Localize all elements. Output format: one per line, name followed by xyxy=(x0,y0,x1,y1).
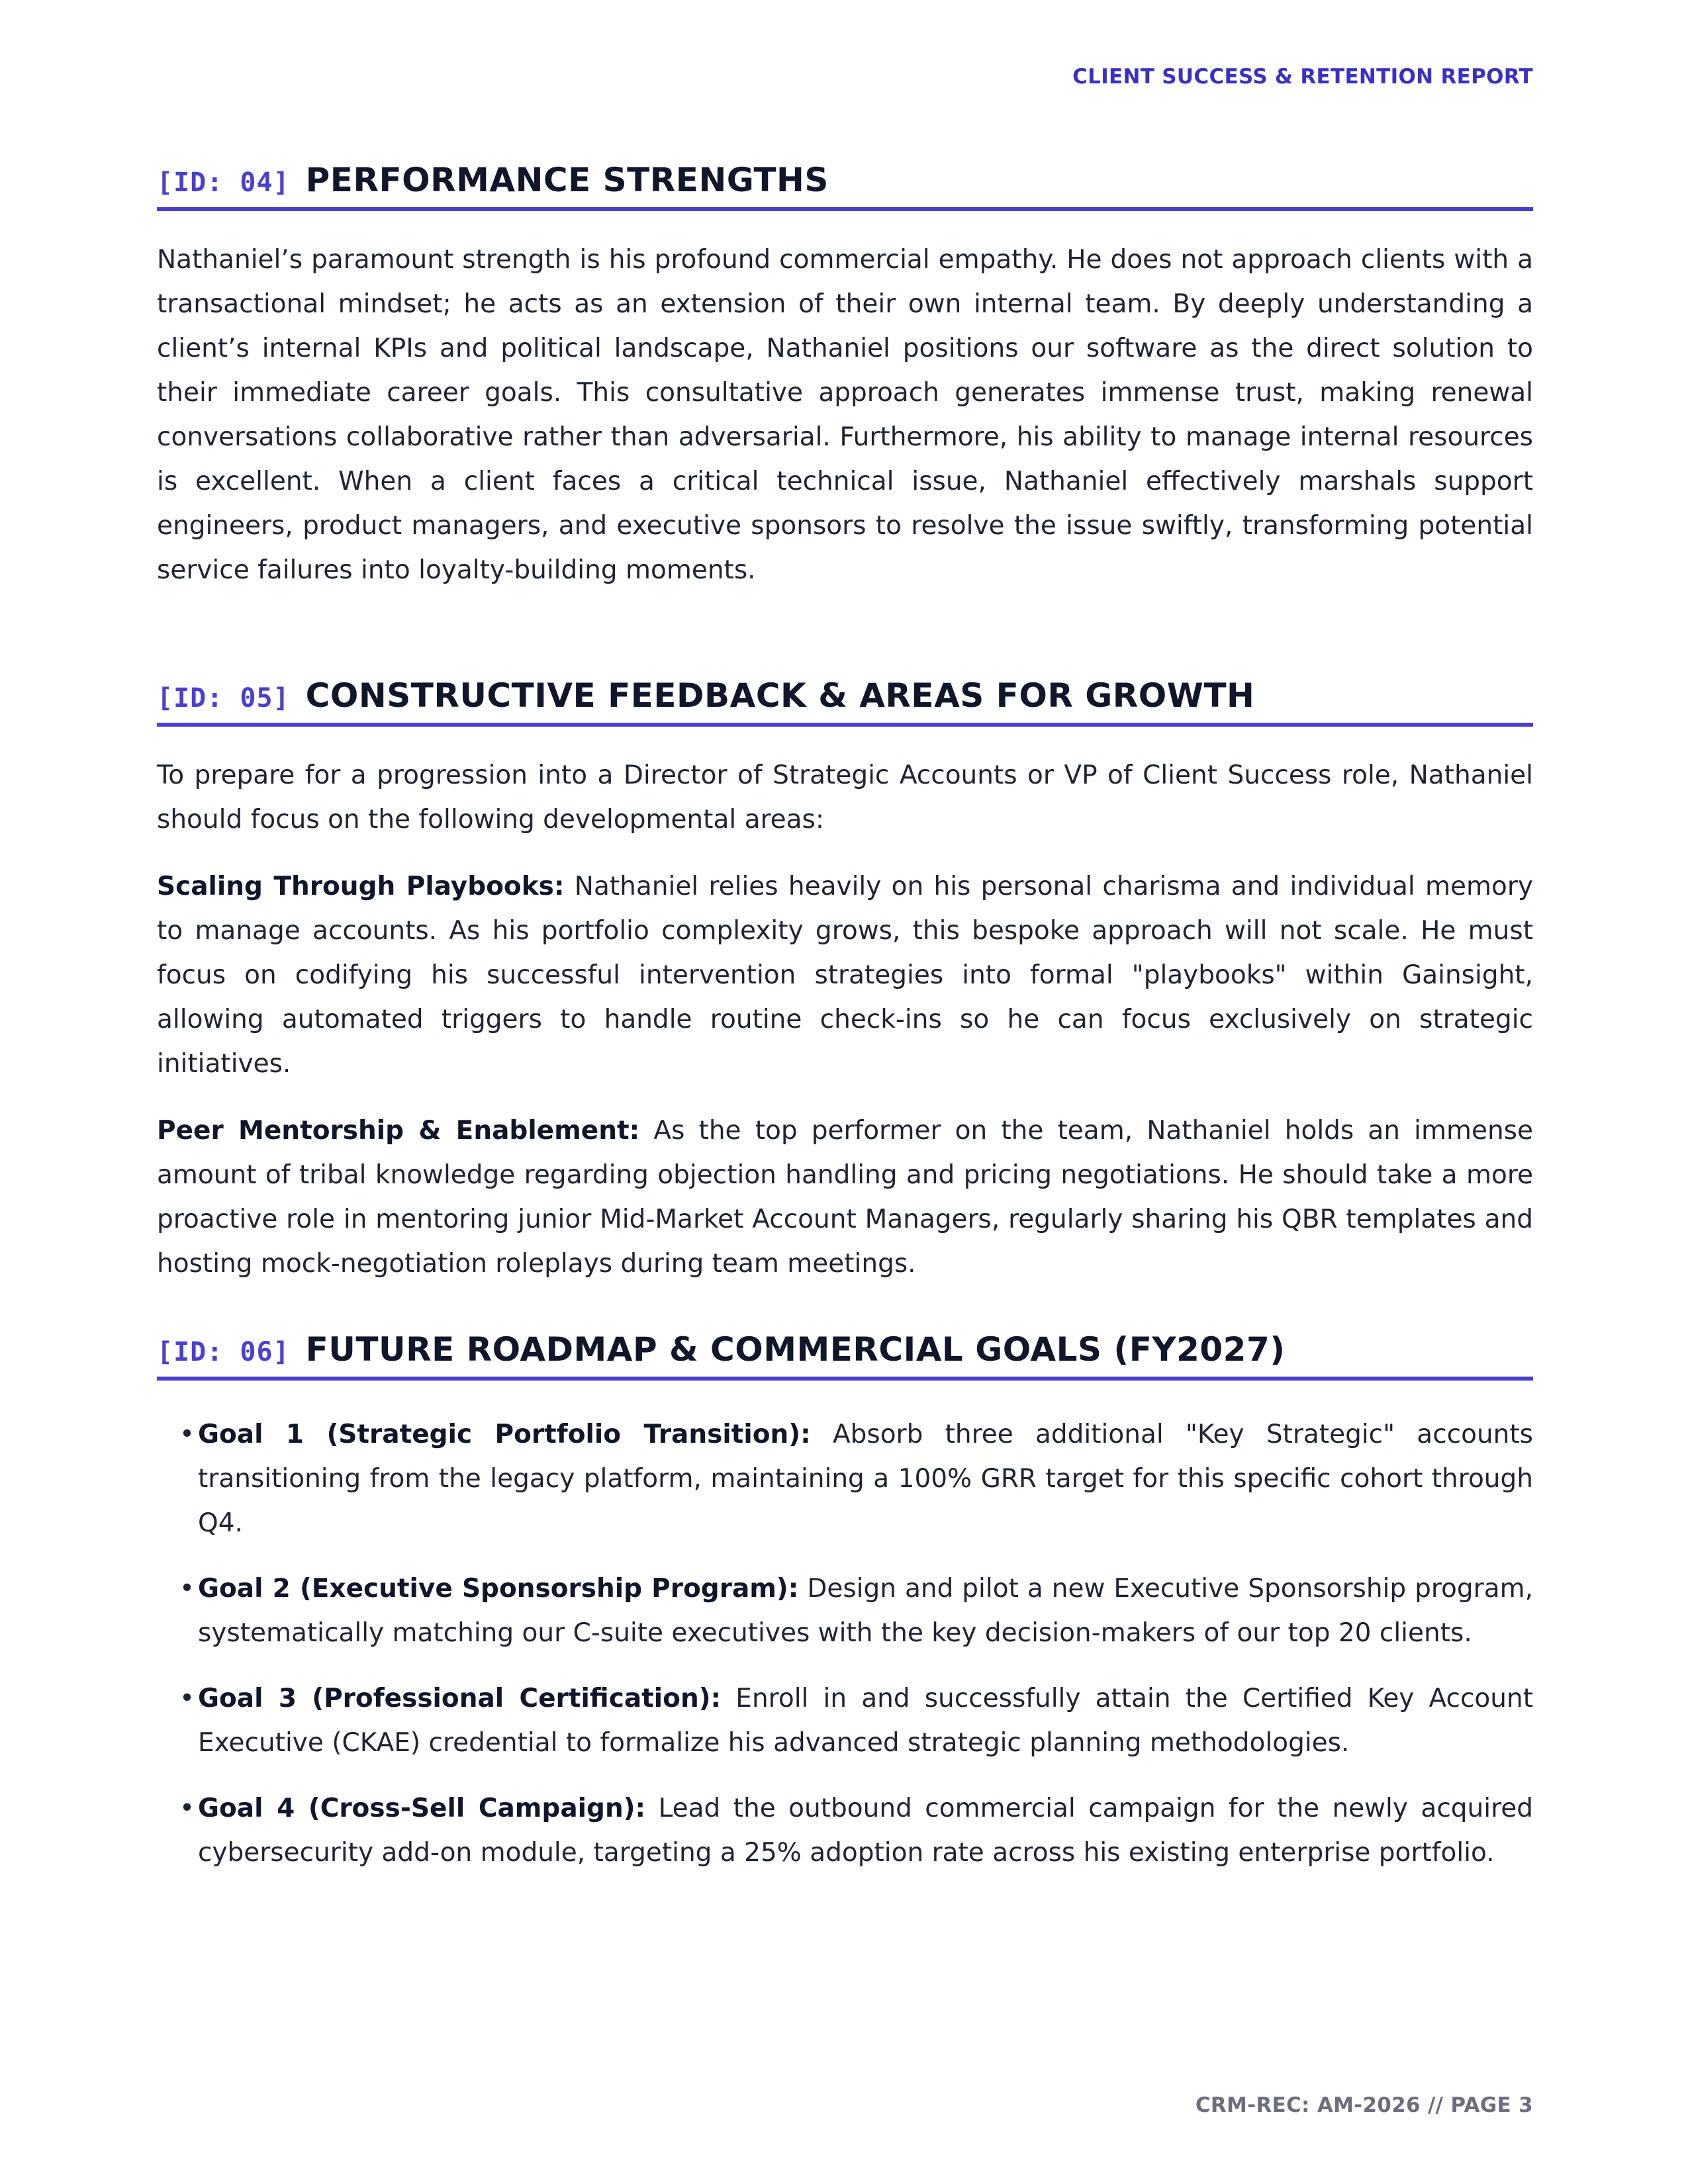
goal-text: Enroll in and successfully attain the Certified Key Account Executive (CKAE) credential to formalize his advanced strategic planning methodologies. xyxy=(198,1684,1533,1758)
feedback-item xyxy=(157,864,1533,1086)
goal-text: Absorb three additional "Key Strategic" accounts transitioning from the legacy platform, maintaining a 100% GRR target for this specific cohort through Q4. xyxy=(198,1420,1533,1538)
goal-text: Design and pilot a new Executive Sponsorship program, systematically matching our C-suite executives with the key decision-makers of our top 20 clients. xyxy=(198,1574,1533,1648)
section-heading xyxy=(157,1330,1533,1381)
goal-item xyxy=(157,1412,1533,1545)
goal-item xyxy=(157,1676,1533,1765)
section-heading xyxy=(157,161,1533,211)
section-heading xyxy=(157,676,1533,727)
section-id: [ID: 06] xyxy=(157,1337,290,1367)
feedback-item xyxy=(157,1109,1533,1286)
goal-label: Goal 3 (Professional Certification): xyxy=(198,1684,722,1713)
bullet-icon: • xyxy=(179,1794,195,1823)
feedback-item-label: Peer Mentorship & Enablement: xyxy=(157,1116,640,1146)
section-id: [ID: 04] xyxy=(157,167,290,198)
intro-paragraph: To prepare for a progression into a Director of Strategic Accounts or VP of Client Success role, Nathaniel should focus on the following developmental areas: xyxy=(157,760,1533,835)
feedback-item-text: As the top performer on the team, Nathaniel holds an immense amount of tribal knowledge regarding objection handling and pricing negotiations. He should take a more proactive role in mentoring junior Mid-Market Account Managers, regularly sharing his QBR templates and hosting mock-negotiation roleplays during team meetings. xyxy=(157,1116,1533,1279)
goal-label: Goal 4 (Cross-Sell Campaign): xyxy=(198,1794,646,1823)
feedback-item-label: Scaling Through Playbooks: xyxy=(157,872,565,901)
section-title: FUTURE ROADMAP & COMMERCIAL GOALS (FY2027) xyxy=(305,1330,1286,1369)
document-page xyxy=(157,0,1533,2184)
goals-list xyxy=(157,1412,1533,1875)
paragraph: Nathaniel’s paramount strength is his profound commercial empathy. He does not approach clients with a transactional mindset; he acts as an extension of their own internal team. By deeply understanding a client’s internal KPIs and political landscape, Nathaniel positions our software as the direct solution to their immediate career goals. This consultative approach generates immense trust, making renewal conversations collaborative rather than adversarial. Furthermore, his ability to manage internal resources is excellent. When a client faces a critical technical issue, Nathaniel effectively marshals support engineers, product managers, and executive sponsors to resolve the issue swiftly, transforming potential service failures into loyalty-building moments. xyxy=(157,245,1533,585)
section-title: PERFORMANCE STRENGTHS xyxy=(305,161,829,199)
bullet-icon: • xyxy=(179,1420,195,1449)
report-title-header: CLIENT SUCCESS & RETENTION REPORT xyxy=(1072,65,1533,89)
goal-item xyxy=(157,1567,1533,1655)
goal-label: Goal 1 (Strategic Portfolio Transition): xyxy=(198,1420,811,1449)
goal-text: Lead the outbound commercial campaign for the newly acquired cybersecurity add-on module, targeting a 25% adoption rate across his existing enterprise portfolio. xyxy=(198,1794,1533,1868)
bullet-icon: • xyxy=(179,1684,195,1713)
section-constructive-feedback xyxy=(157,676,1533,1286)
section-title: CONSTRUCTIVE FEEDBACK & AREAS FOR GROWTH xyxy=(305,676,1255,715)
goal-item xyxy=(157,1786,1533,1875)
page-reference-footer: CRM-REC: AM-2026 // PAGE 3 xyxy=(1195,2093,1533,2117)
bullet-icon: • xyxy=(179,1574,195,1604)
section-performance-strengths xyxy=(157,161,1533,592)
feedback-item-text: Nathaniel relies heavily on his personal charisma and individual memory to manage accounts. As his portfolio complexity grows, this bespoke approach will not scale. He must focus on codifying his successful intervention strategies into formal "playbooks" within Gainsight, allowing automated triggers to handle routine check-ins so he can focus exclusively on strategic initiatives. xyxy=(157,872,1533,1079)
section-future-roadmap xyxy=(157,1330,1533,1896)
goal-label: Goal 2 (Executive Sponsorship Program): xyxy=(198,1574,799,1604)
section-id: [ID: 05] xyxy=(157,683,290,713)
